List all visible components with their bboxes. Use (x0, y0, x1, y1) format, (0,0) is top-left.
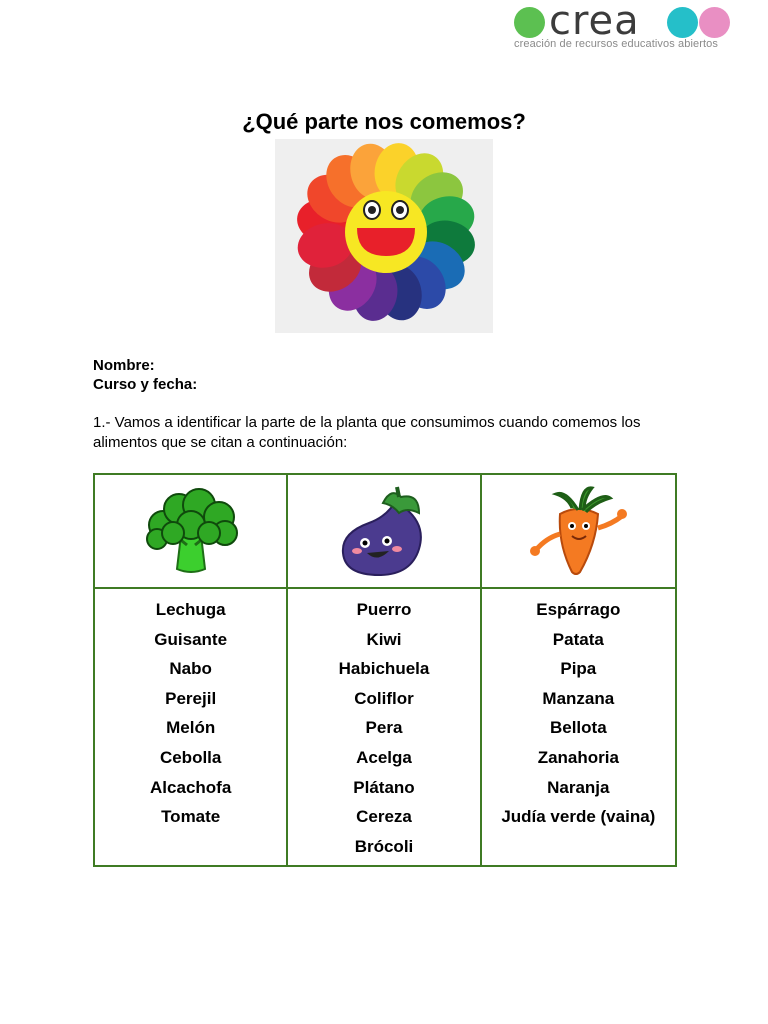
list-item: Naranja (547, 777, 610, 797)
broccoli-image-cell (95, 475, 288, 589)
list-item: Puerro (356, 600, 412, 619)
logo-word: crea (549, 0, 640, 44)
crea-logo (512, 0, 737, 54)
name-label: Nombre: (93, 357, 155, 374)
carrot-icon (526, 484, 630, 578)
list-item: Habichuela (338, 659, 430, 679)
food-table (93, 473, 677, 867)
list-item: Guisante (154, 629, 228, 649)
food-column-1 (95, 589, 288, 865)
eggplant-icon (339, 483, 429, 579)
list-item: Melón (166, 718, 216, 738)
list-item: Kiwi (366, 629, 402, 649)
list-item: Tomate (161, 807, 221, 827)
logo-dot-pink (699, 7, 730, 38)
flower-image (275, 139, 493, 333)
broccoli-icon (141, 485, 241, 577)
list-item: Espárrago (536, 600, 621, 619)
list-item: Zanahoria (537, 747, 619, 767)
list-item: Coliflor (354, 688, 414, 708)
list-item: Patata (552, 629, 604, 649)
list-item: Pipa (560, 659, 597, 679)
logo-tagline: creación de recursos educativos abiertos (514, 38, 718, 50)
list-item: Cebolla (159, 747, 222, 767)
list-item: Acelga (356, 747, 412, 767)
course-date-label: Curso y fecha: (93, 376, 198, 393)
list-item: Judía verde (vaina) (501, 807, 656, 827)
smiling-flower-icon (275, 139, 493, 333)
logo-dot-green (514, 7, 545, 38)
logo-dot-teal (667, 7, 698, 38)
eggplant-image-cell (288, 475, 481, 589)
list-item: Plátano (353, 777, 415, 797)
list-item: Alcachofa (150, 777, 232, 797)
list-item: Perejil (165, 688, 217, 708)
carrot-image-cell (482, 475, 675, 589)
list-item: Nabo (169, 659, 212, 679)
list-item: Bellota (549, 718, 607, 738)
food-column-3 (482, 589, 675, 865)
list-item: Brócoli (354, 836, 414, 856)
food-column-2 (288, 589, 481, 865)
list-item: Cereza (356, 807, 412, 827)
list-item: Manzana (542, 688, 615, 708)
page-title: ¿Qué parte nos comemos? (242, 109, 526, 134)
list-item: Pera (365, 718, 403, 738)
list-item: Lechuga (155, 600, 226, 619)
instruction-text: 1.- Vamos a identificar la parte de la planta que consumimos cuando comemos los alimentos que se citan a continuación: (93, 414, 641, 451)
